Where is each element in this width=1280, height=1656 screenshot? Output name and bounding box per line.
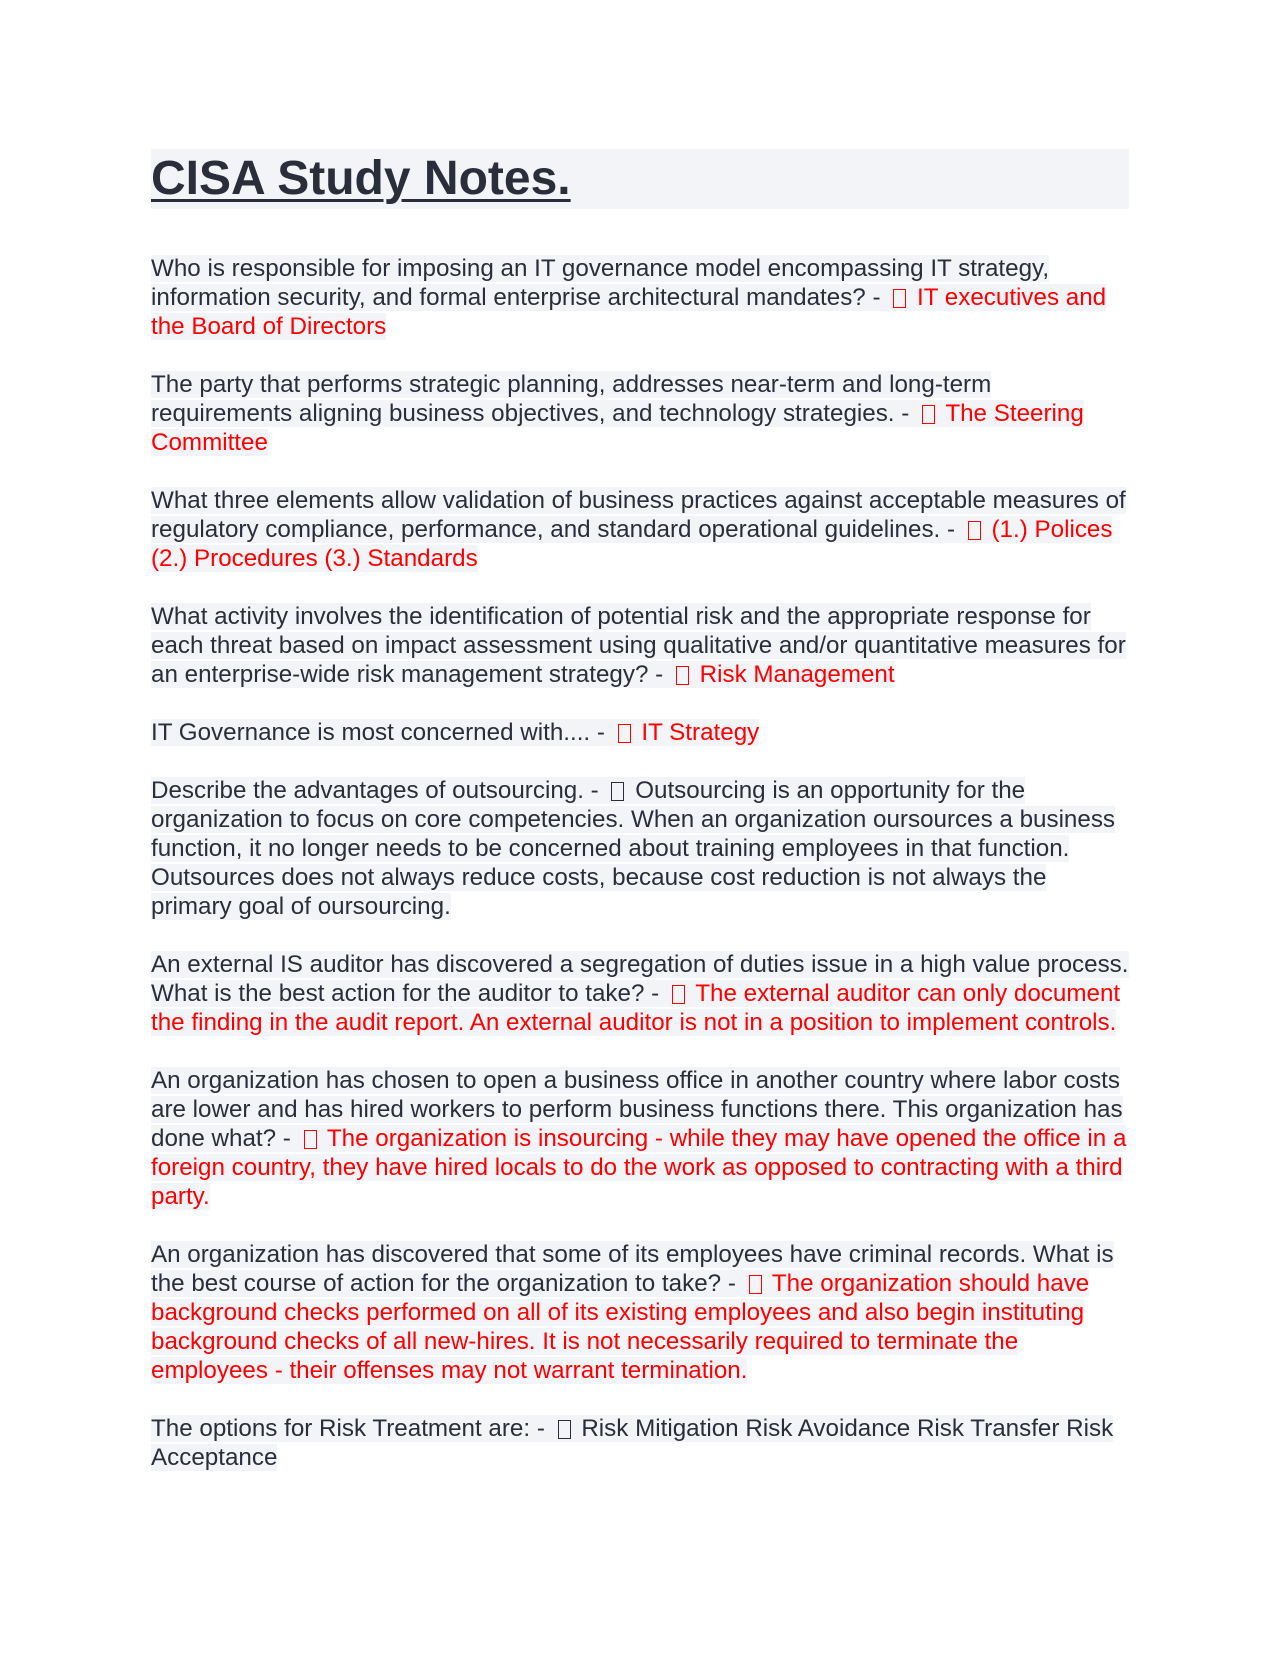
missing-glyph-box-icon (672, 985, 685, 1004)
qa-item (151, 602, 1129, 689)
answer-text: The organization should have background checks performed on all of its existing employees and also begin instituting background checks of all new-hires. It is not necessarily required to terminate the employees - their offenses may not warrant termination. (151, 1270, 1090, 1384)
question-text: IT Governance is most concerned with.... - (151, 719, 612, 746)
answer-text: IT executives and the Board of Directors (151, 284, 1107, 340)
missing-glyph-box-icon (749, 1275, 762, 1294)
qa-text (151, 371, 1084, 456)
qa-text (151, 1241, 1114, 1384)
answer-text: Risk Mitigation Risk Avoidance Risk Transfer Risk Acceptance (151, 1415, 1114, 1471)
answer-text: IT Strategy (641, 719, 760, 746)
question-text: The party that performs strategic planning, addresses near-term and long-term requirements aligning business objectives, and technology strategies. - (151, 371, 992, 427)
qa-text (151, 951, 1129, 1036)
missing-glyph-box-icon (618, 724, 631, 743)
qa-text (151, 777, 1115, 920)
qa-item (151, 486, 1129, 573)
qa-item (151, 718, 1129, 747)
qa-item (151, 254, 1129, 341)
missing-glyph-box-icon (968, 521, 981, 540)
qa-item (151, 1066, 1129, 1211)
answer-text: The organization is insourcing - while they may have opened the office in a foreign country, they have hired locals to do the work as opposed to contracting with a third party. (151, 1125, 1127, 1210)
qa-text (151, 1067, 1126, 1210)
question-text: An organization has discovered that some of its employees have criminal records. What is the best course of action for the organization to take? - (151, 1241, 1114, 1297)
missing-glyph-box-icon (893, 289, 906, 308)
missing-glyph-box-icon (676, 666, 689, 685)
document-title: CISA Study Notes. (151, 152, 571, 205)
missing-glyph-box-icon (304, 1130, 317, 1149)
missing-glyph-box-icon (558, 1420, 571, 1439)
qa-text (151, 255, 1106, 340)
answer-text: Outsourcing is an opportunity for the organization to focus on core competencies. When an organization oursources a business function, it no longer needs to be concerned about training employees in that function. Outsources does not always reduce costs, because cost reduction is not always the primary goal of oursourcing. (151, 777, 1116, 920)
question-text: An external IS auditor has discovered a segregation of duties issue in a high value process. What is the best action for the auditor to take? - (151, 951, 1129, 1007)
title-bar (151, 149, 1129, 209)
qa-text (151, 487, 1126, 572)
qa-item (151, 370, 1129, 457)
qa-item (151, 1414, 1129, 1472)
qa-text (151, 719, 759, 746)
answer-text: (1.) Polices (2.) Procedures (3.) Standards (151, 516, 1113, 572)
qa-text (151, 603, 1126, 688)
question-text: What activity involves the identification of potential risk and the appropriate response for each threat based on impact assessment using qualitative and/or quantitative measures for an enterprise-wide risk management strategy? - (151, 603, 1126, 688)
answer-text: Risk Management (699, 661, 895, 688)
qa-list (151, 254, 1129, 1472)
question-text: Who is responsible for imposing an IT governance model encompassing IT strategy, information security, and formal enterprise architectural mandates? - (151, 255, 1050, 311)
missing-glyph-box-icon (611, 782, 624, 801)
qa-item (151, 776, 1129, 921)
question-text: What three elements allow validation of business practices against acceptable measures of regulatory compliance, performance, and standard operational guidelines. - (151, 487, 1126, 543)
question-text: An organization has chosen to open a business office in another country where labor costs are lower and has hired workers to perform business functions there. This organization has done what? - (151, 1067, 1123, 1152)
missing-glyph-box-icon (922, 405, 935, 424)
qa-text (151, 1415, 1113, 1471)
question-text: The options for Risk Treatment are: - (151, 1415, 552, 1442)
question-text: Describe the advantages of outsourcing. - (151, 777, 606, 804)
qa-item (151, 950, 1129, 1037)
answer-text: The Steering Committee (151, 400, 1084, 456)
answer-text: The external auditor can only document the finding in the audit report. An external auditor is not in a position to implement controls. (151, 980, 1121, 1036)
qa-item (151, 1240, 1129, 1385)
document-page (151, 149, 1129, 1501)
